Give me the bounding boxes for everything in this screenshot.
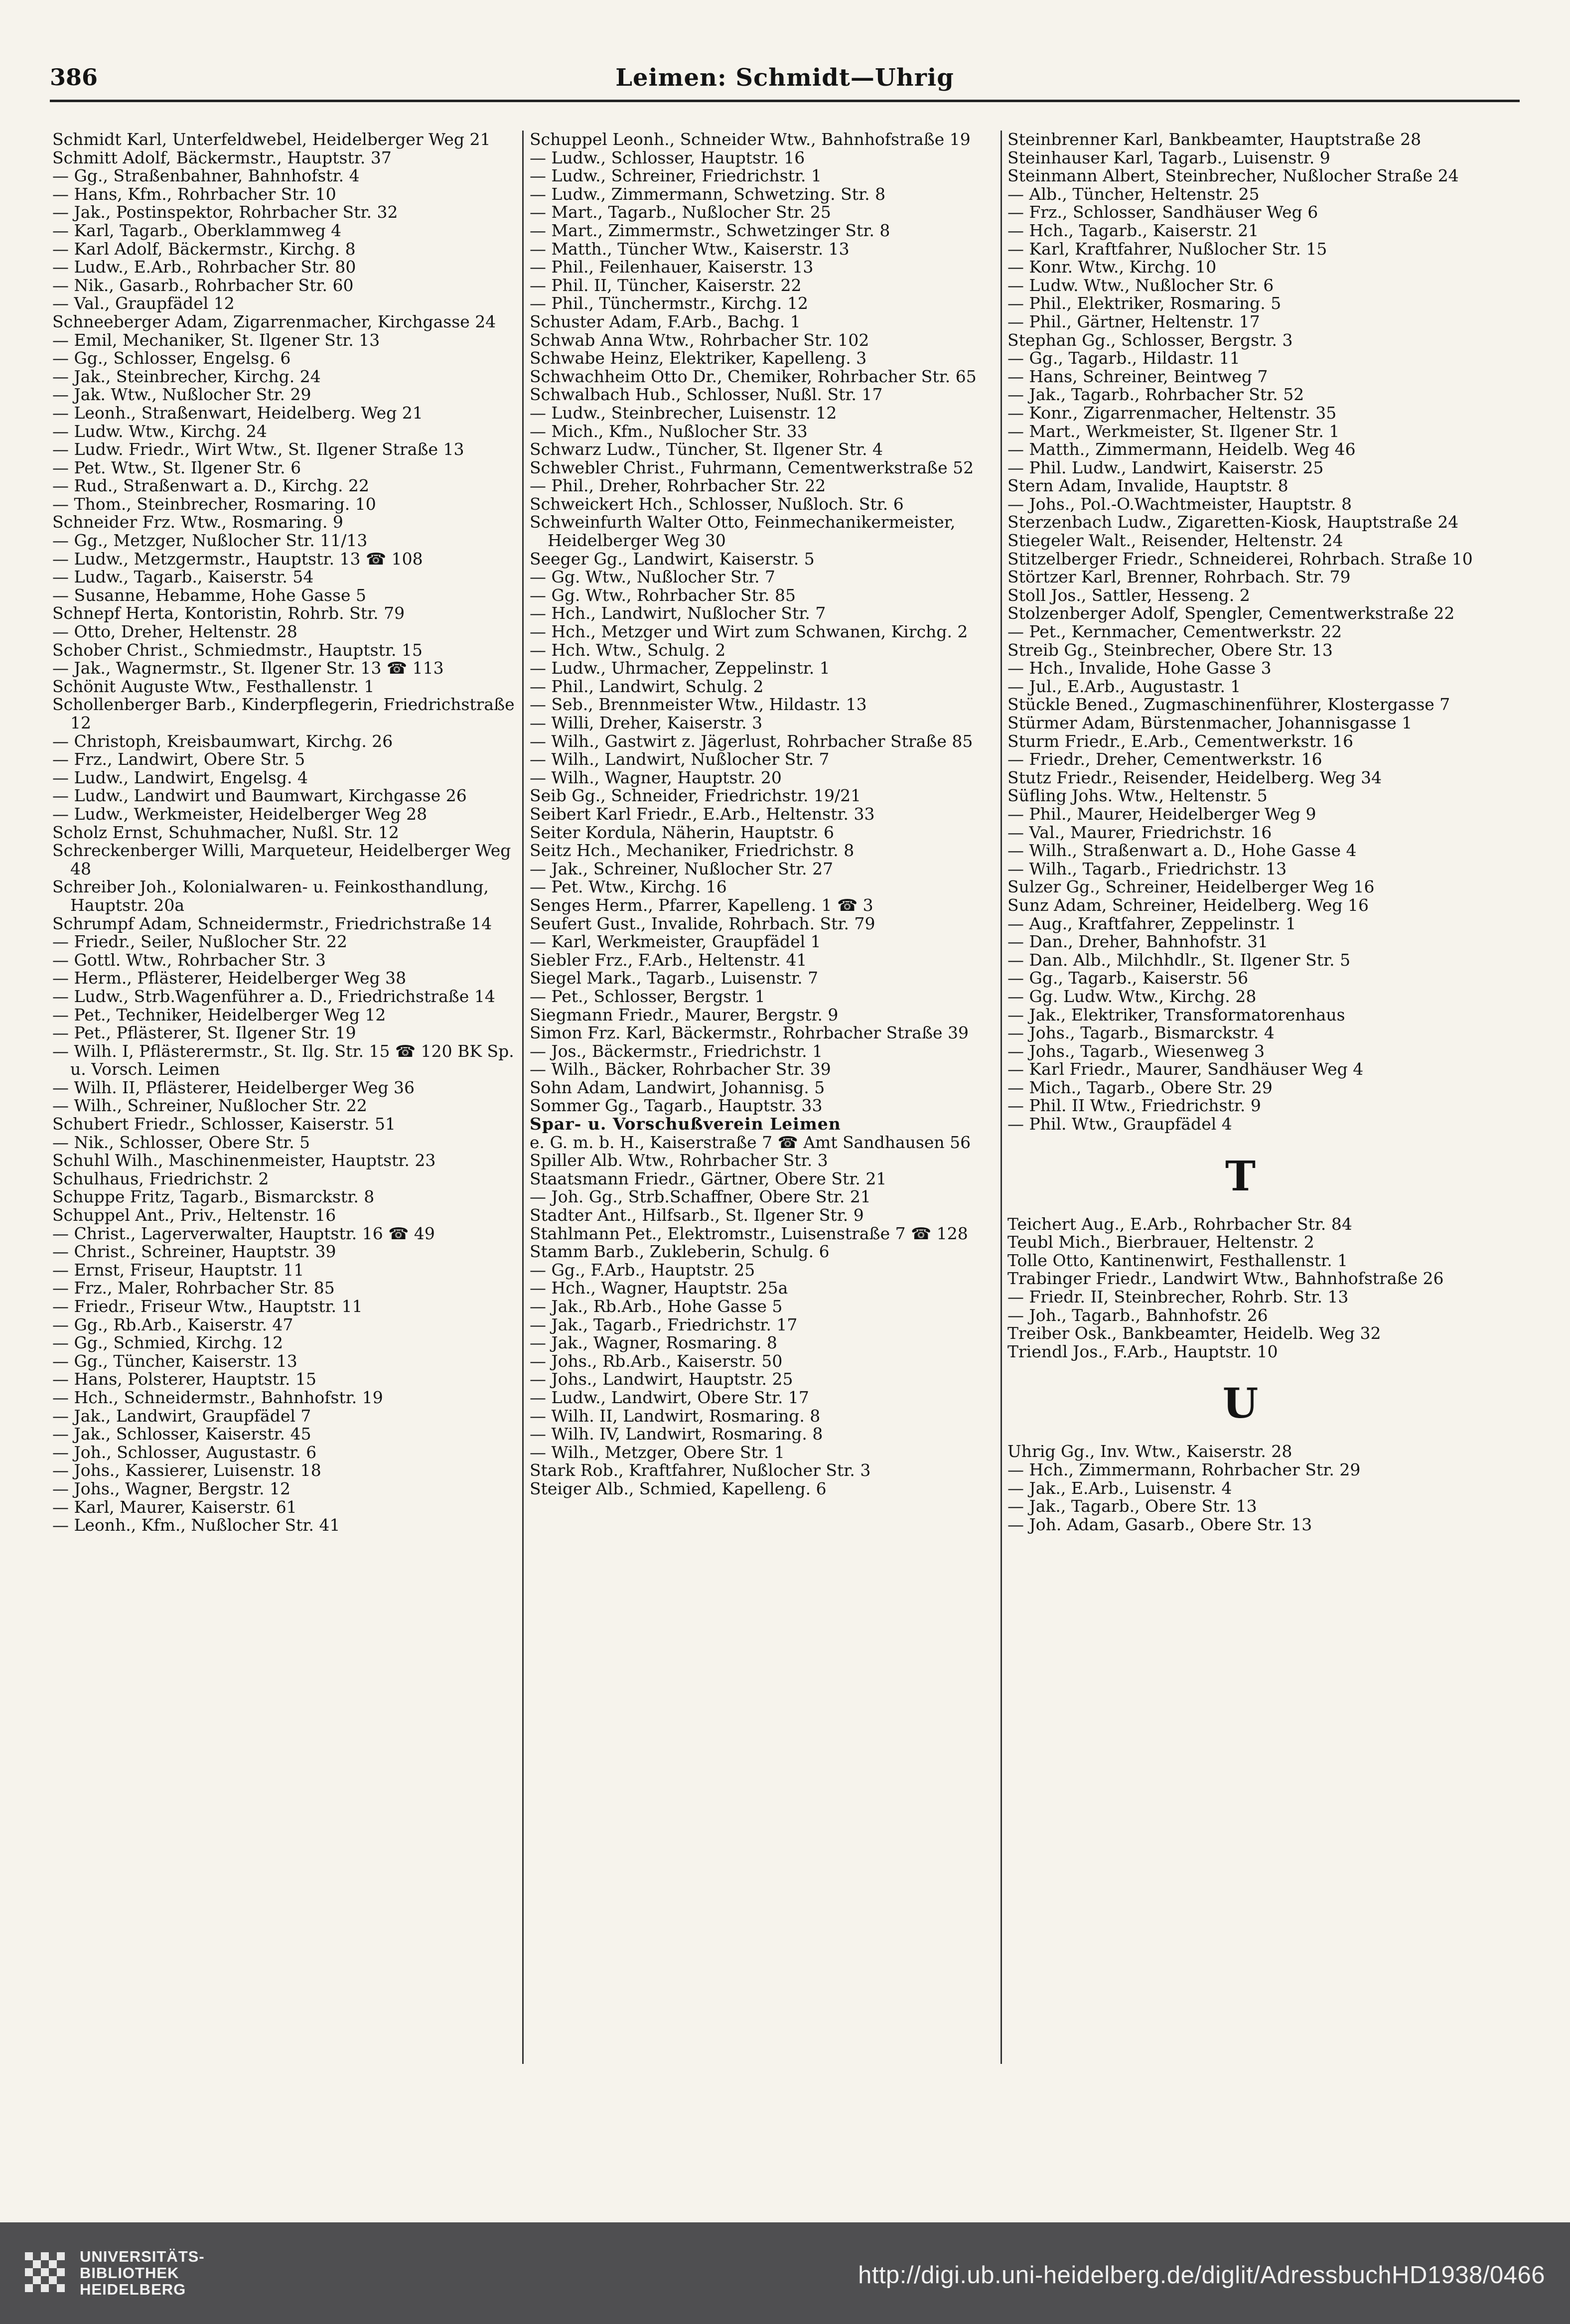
column-rule — [1000, 131, 1002, 2064]
directory-entry: Seeger Gg., Landwirt, Kaiserstr. 5 — [530, 549, 815, 569]
directory-entry: — Gg. Wtw., Rohrbacher Str. 85 — [530, 585, 796, 605]
entries-s — [1007, 131, 1473, 1134]
directory-entry: — Matth., Tüncher Wtw., Kaiserstr. 13 — [530, 239, 850, 259]
directory-entry: — Willi, Dreher, Kaiserstr. 3 — [530, 713, 763, 732]
directory-entry: — Gg. Wtw., Nußlocher Str. 7 — [530, 567, 776, 587]
directory-entry: Stadter Ant., Hilfsarb., St. Ilgener Str. 9 — [530, 1205, 864, 1225]
entries-u — [1007, 1443, 1473, 1534]
directory-entry: Stutz Friedr., Reisender, Heidelberg. Weg 34 — [1007, 767, 1382, 787]
directory-entry: — Jul., E.Arb., Augustastr. 1 — [1007, 676, 1241, 696]
page-number: 386 — [50, 64, 98, 91]
directory-entry: Schwebler Christ., Fuhrmann, Cementwerkstraße 52 — [530, 457, 974, 477]
directory-entry: — Ludw., Zimmermann, Schwetzing. Str. 8 — [530, 184, 886, 204]
directory-entry: Schreiber Joh., Kolonialwaren- u. Feinkosthandlung, Hauptstr. 20a — [52, 877, 489, 915]
directory-entry: Triendl Jos., F.Arb., Hauptstr. 10 — [1007, 1341, 1278, 1361]
directory-entry: Schönit Auguste Wtw., Festhallenstr. 1 — [52, 676, 375, 696]
directory-entry: Teubl Mich., Bierbrauer, Heltenstr. 2 — [1007, 1232, 1314, 1252]
directory-entry: Trabinger Friedr., Landwirt Wtw., Bahnhofstraße 26 — [1007, 1269, 1444, 1289]
directory-entry: Schneeberger Adam, Zigarrenmacher, Kirchgasse 24 — [52, 311, 496, 331]
directory-entry: — Phil. Wtw., Graupfädel 4 — [1007, 1114, 1232, 1134]
directory-entry: Schollenberger Barb., Kinderpflegerin, Friedrichstraße 12 — [52, 695, 515, 732]
directory-entry: — Leonh., Straßenwart, Heidelberg. Weg 21 — [52, 403, 423, 423]
directory-entry: — Wilh., Gastwirt z. Jägerlust, Rohrbacher Straße 85 — [530, 731, 973, 751]
directory-entry: Scholz Ernst, Schuhmacher, Nußl. Str. 12 — [52, 822, 399, 842]
directory-entry: — Johs., Tagarb., Wiesenweg 3 — [1007, 1041, 1265, 1061]
directory-entry: — Herm., Pflästerer, Heidelberger Weg 38 — [52, 968, 407, 988]
directory-entry: — Ludw., Tagarb., Kaiserstr. 54 — [52, 567, 314, 587]
directory-entry: Steiger Alb., Schmied, Kapelleng. 6 — [530, 1478, 827, 1498]
page-header — [50, 60, 1520, 102]
directory-entry: Sturm Friedr., E.Arb., Cementwerkstr. 16 — [1007, 731, 1353, 751]
directory-entry: Schuppe Fritz, Tagarb., Bismarckstr. 8 — [52, 1187, 375, 1207]
directory-entry: — Jak., Tagarb., Rohrbacher Str. 52 — [1007, 385, 1304, 405]
directory-entry: Steinhauser Karl, Tagarb., Luisenstr. 9 — [1007, 147, 1330, 167]
directory-entry: — Johs., Wagner, Bergstr. 12 — [52, 1478, 291, 1498]
directory-entry: — Hch., Schneidermstr., Bahnhofstr. 19 — [52, 1387, 383, 1407]
directory-entry: Stitzelberger Friedr., Schneiderei, Rohrbach. Straße 10 — [1007, 549, 1473, 569]
directory-entry: Stern Adam, Invalide, Hauptstr. 8 — [1007, 476, 1288, 496]
running-head: Leimen: Schmidt—Uhrig — [615, 64, 954, 92]
directory-entry: — Hch., Metzger und Wirt zum Schwanen, Kirchg. 2 — [530, 622, 968, 642]
directory-entry: — Hans, Polsterer, Hauptstr. 15 — [52, 1369, 316, 1389]
directory-entry: — Joh. Gg., Strb.Schaffner, Obere Str. 21 — [530, 1187, 871, 1207]
directory-entry: — Pet. Wtw., Kirchg. 16 — [530, 877, 727, 897]
directory-entry: Sulzer Gg., Schreiner, Heidelberger Weg 16 — [1007, 877, 1375, 897]
directory-entry: — Hans, Schreiner, Beintweg 7 — [1007, 366, 1268, 386]
directory-entry: — Joh., Tagarb., Bahnhofstr. 26 — [1007, 1305, 1268, 1325]
directory-entry: Uhrig Gg., Inv. Wtw., Kaiserstr. 28 — [1007, 1442, 1292, 1461]
directory-entry: Tolle Otto, Kantinenwirt, Festhallenstr. 1 — [1007, 1250, 1348, 1270]
directory-entry: Stephan Gg., Schlosser, Bergstr. 3 — [1007, 330, 1293, 350]
library-name-line: UNIVERSITÄTS- — [80, 2248, 205, 2265]
directory-entry: Schober Christ., Schmiedmstr., Hauptstr. 15 — [52, 640, 423, 660]
directory-entry: — Jak., Schlosser, Kaiserstr. 45 — [52, 1424, 311, 1444]
directory-entry: — Christoph, Kreisbaumwart, Kirchg. 26 — [52, 731, 393, 751]
directory-entry: — Jak., Elektriker, Transformatorenhaus — [1007, 1005, 1345, 1024]
directory-entry: — Johs., Rb.Arb., Kaiserstr. 50 — [530, 1351, 783, 1371]
directory-entry: Schuppel Leonh., Schneider Wtw., Bahnhofstraße 19 — [530, 131, 971, 149]
library-logo-icon — [20, 2247, 70, 2297]
directory-entry: Stolzenberger Adolf, Spengler, Cementwerkstraße 22 — [1007, 603, 1455, 623]
directory-entry: — Hch., Zimmermann, Rohrbacher Str. 29 — [1007, 1460, 1361, 1479]
directory-entry: — Wilh. I, Pflästerermstr., St. Ilg. Str. 15 ☎ 120 BK Sp. u. Vorsch. Leimen — [52, 1041, 514, 1079]
directory-entry: — Susanne, Hebamme, Hohe Gasse 5 — [52, 585, 367, 605]
section-letter-t: T — [1225, 1152, 1256, 1200]
directory-entry: — Hch., Landwirt, Nußlocher Str. 7 — [530, 603, 826, 623]
directory-entry: — Aug., Kraftfahrer, Zeppelinstr. 1 — [1007, 913, 1296, 933]
directory-entry: Schmitt Adolf, Bäckermstr., Hauptstr. 37 — [52, 147, 392, 167]
directory-entry: — Ludw., Uhrmacher, Zeppelinstr. 1 — [530, 658, 830, 678]
directory-entry: — Konr. Wtw., Kirchg. 10 — [1007, 257, 1217, 277]
directory-entry: Siegmann Friedr., Maurer, Bergstr. 9 — [530, 1005, 839, 1024]
directory-entry: — Ludw., Strb.Wagenführer a. D., Friedrichstraße 14 — [52, 986, 495, 1006]
directory-entry: Spar- u. Vorschußverein Leimen — [530, 1114, 841, 1134]
directory-entry: — Mart., Tagarb., Nußlocher Str. 25 — [530, 202, 831, 222]
directory-entry: — Rud., Straßenwart a. D., Kirchg. 22 — [52, 476, 369, 496]
directory-entry: Steinbrenner Karl, Bankbeamter, Hauptstraße 28 — [1007, 131, 1422, 149]
directory-entry: Seib Gg., Schneider, Friedrichstr. 19/21 — [530, 786, 861, 806]
directory-entry: Teichert Aug., E.Arb., Rohrbacher Str. 84 — [1007, 1214, 1352, 1234]
directory-entry: Schnepf Herta, Kontoristin, Rohrb. Str. 79 — [52, 603, 405, 623]
directory-entry: — Ludw. Friedr., Wirt Wtw., St. Ilgener Straße 13 — [52, 439, 464, 459]
directory-entry: Schuppel Ant., Priv., Heltenstr. 16 — [52, 1205, 336, 1225]
directory-entry: — Leonh., Kfm., Nußlocher Str. 41 — [52, 1515, 340, 1535]
directory-entry: — Ludw., Landwirt und Baumwart, Kirchgasse 26 — [52, 786, 467, 806]
directory-entry: — Wilh., Landwirt, Nußlocher Str. 7 — [530, 749, 830, 769]
directory-entry: — Matth., Zimmermann, Heidelb. Weg 46 — [1007, 439, 1356, 459]
directory-entry: Süfling Johs. Wtw., Heltenstr. 5 — [1007, 786, 1268, 806]
directory-column-2 — [530, 131, 996, 2074]
directory-entry: Simon Frz. Karl, Bäckermstr., Rohrbacher Straße 39 — [530, 1023, 969, 1043]
directory-entry: — Gg., Schlosser, Engelsg. 6 — [52, 348, 291, 368]
directory-entry: Seibert Karl Friedr., E.Arb., Heltenstr. 33 — [530, 804, 875, 824]
library-name — [80, 2248, 205, 2298]
directory-entry: Störtzer Karl, Brenner, Rohrbach. Str. 79 — [1007, 567, 1351, 587]
directory-entry: Sunz Adam, Schreiner, Heidelberg. Weg 16 — [1007, 895, 1369, 915]
column-rule — [522, 131, 524, 2064]
directory-entry: — Pet., Pflästerer, St. Ilgener Str. 19 — [52, 1023, 356, 1043]
directory-entry: — Jak., Wagnermstr., St. Ilgener Str. 13 ☎ 113 — [52, 658, 444, 678]
directory-entry: — Hch., Invalide, Hohe Gasse 3 — [1007, 658, 1272, 678]
directory-entry: — Joh., Schlosser, Augustastr. 6 — [52, 1442, 317, 1462]
directory-entry: — Hch., Tagarb., Kaiserstr. 21 — [1007, 220, 1259, 240]
directory-entry: — Phil., Landwirt, Schulg. 2 — [530, 676, 764, 696]
directory-entry: — Hans, Kfm., Rohrbacher Str. 10 — [52, 184, 336, 204]
directory-entry: — Gg., F.Arb., Hauptstr. 25 — [530, 1260, 755, 1280]
directory-entry: — Gg., Tagarb., Hildastr. 11 — [1007, 348, 1240, 368]
directory-entry: — Karl, Werkmeister, Graupfädel 1 — [530, 932, 821, 952]
directory-entry: — Emil, Mechaniker, St. Ilgener Str. 13 — [52, 330, 380, 350]
directory-entry: Schneider Frz. Wtw., Rosmaring. 9 — [52, 512, 343, 532]
directory-entry: — Mart., Werkmeister, St. Ilgener Str. 1 — [1007, 421, 1340, 441]
directory-entry: — Phil., Maurer, Heidelberger Weg 9 — [1007, 804, 1316, 824]
directory-entry: Sterzenbach Ludw., Zigaretten-Kiosk, Hauptstraße 24 — [1007, 512, 1459, 532]
directory-entry: — Phil., Gärtner, Heltenstr. 17 — [1007, 311, 1260, 331]
directory-entry: — Karl Friedr., Maurer, Sandhäuser Weg 4 — [1007, 1059, 1364, 1079]
directory-entry: — Wilh., Straßenwart a. D., Hohe Gasse 4 — [1007, 841, 1357, 861]
directory-entry: Siebler Frz., F.Arb., Heltenstr. 41 — [530, 950, 807, 970]
directory-entry: Sohn Adam, Landwirt, Johannisg. 5 — [530, 1077, 825, 1097]
directory-entry: — Hch., Wagner, Hauptstr. 25a — [530, 1278, 788, 1298]
directory-entry: Stoll Jos., Sattler, Hesseng. 2 — [1007, 585, 1250, 605]
directory-entry: Schwabe Heinz, Elektriker, Kapelleng. 3 — [530, 348, 867, 368]
directory-entry: — Karl, Kraftfahrer, Nußlocher Str. 15 — [1007, 239, 1327, 259]
directory-entry: — Nik., Schlosser, Obere Str. 5 — [52, 1132, 310, 1152]
directory-entry: Schuster Adam, F.Arb., Bachg. 1 — [530, 311, 801, 331]
directory-entry: — Jak., Wagner, Rosmaring. 8 — [530, 1333, 777, 1353]
directory-column-1 — [52, 131, 518, 2074]
directory-entry: — Karl Adolf, Bäckermstr., Kirchg. 8 — [52, 239, 356, 259]
directory-entry: — Ludw. Wtw., Kirchg. 24 — [52, 421, 267, 441]
directory-entry: — Pet., Techniker, Heidelberger Weg 12 — [52, 1005, 386, 1024]
directory-entry: Schwarz Ludw., Tüncher, St. Ilgener Str. 4 — [530, 439, 883, 459]
directory-entry: — Val., Graupfädel 12 — [52, 293, 235, 313]
directory-entry: — Pet., Schlosser, Bergstr. 1 — [530, 986, 765, 1006]
directory-entry: — Mart., Zimmermstr., Schwetzinger Str. 8 — [530, 220, 890, 240]
directory-entry: Siegel Mark., Tagarb., Luisenstr. 7 — [530, 968, 819, 988]
directory-entry: — Jak., Schreiner, Nußlocher Str. 27 — [530, 859, 834, 878]
directory-entry: Stürmer Adam, Bürstenmacher, Johannisgasse 1 — [1007, 713, 1413, 732]
directory-entry: — Jak., Landwirt, Graupfädel 7 — [52, 1406, 311, 1426]
directory-entry: — Friedr., Seiler, Nußlocher Str. 22 — [52, 932, 348, 952]
directory-entry: Streib Gg., Steinbrecher, Obere Str. 13 — [1007, 640, 1333, 660]
directory-entry: — Wilh. II, Landwirt, Rosmaring. 8 — [530, 1406, 821, 1426]
directory-entry: Spiller Alb. Wtw., Rohrbacher Str. 3 — [530, 1151, 828, 1170]
directory-entry: — Frz., Landwirt, Obere Str. 5 — [52, 749, 305, 769]
directory-entry: Schulhaus, Friedrichstr. 2 — [52, 1168, 269, 1188]
directory-entry: — Ernst, Friseur, Hauptstr. 11 — [52, 1260, 304, 1280]
directory-entry: — Jak., Rb.Arb., Hohe Gasse 5 — [530, 1297, 783, 1316]
directory-entry: — Phil. Ludw., Landwirt, Kaiserstr. 25 — [1007, 457, 1324, 477]
directory-entry: — Gg., Straßenbahner, Bahnhofstr. 4 — [52, 166, 360, 186]
directory-entry: Schreckenberger Willi, Marqueteur, Heidelberger Weg 48 — [52, 841, 511, 878]
directory-entry: — Jak. Wtw., Nußlocher Str. 29 — [52, 385, 311, 405]
directory-entry: — Jak., Postinspektor, Rohrbacher Str. 32 — [52, 202, 398, 222]
directory-entry: — Jak., Steinbrecher, Kirchg. 24 — [52, 366, 321, 386]
directory-entry: — Gg. Ludw. Wtw., Kirchg. 28 — [1007, 986, 1257, 1006]
directory-entry: — Mich., Kfm., Nußlocher Str. 33 — [530, 421, 808, 441]
directory-entry: Stahlmann Pet., Elektromstr., Luisenstraße 7 ☎ 128 — [530, 1223, 968, 1243]
directory-entry: — Wilh., Schreiner, Nußlocher Str. 22 — [52, 1096, 367, 1116]
directory-entry: — Johs., Tagarb., Bismarckstr. 4 — [1007, 1023, 1275, 1043]
directory-entry: — Gg., Metzger, Nußlocher Str. 11/13 — [52, 531, 368, 551]
library-name-line: BIBLIOTHEK — [80, 2264, 179, 2282]
directory-entry: — Karl, Tagarb., Oberklammweg 4 — [52, 220, 342, 240]
entries-t — [1007, 1215, 1473, 1361]
directory-entry: e. G. m. b. H., Kaiserstraße 7 ☎ Amt Sandhausen 56 — [530, 1132, 971, 1152]
directory-entry: — Gg., Tüncher, Kaiserstr. 13 — [52, 1351, 297, 1371]
directory-entry: — Alb., Tüncher, Heltenstr. 25 — [1007, 184, 1260, 204]
directory-entry: Stamm Barb., Zukleberin, Schulg. 6 — [530, 1242, 830, 1262]
directory-entry: — Dan., Dreher, Bahnhofstr. 31 — [1007, 932, 1269, 952]
directory-entry: — Frz., Schlosser, Sandhäuser Weg 6 — [1007, 202, 1318, 222]
directory-entry: — Phil., Feilenhauer, Kaiserstr. 13 — [530, 257, 814, 277]
directory-entry: — Karl, Maurer, Kaiserstr. 61 — [52, 1497, 297, 1517]
directory-entry: — Friedr., Friseur Wtw., Hauptstr. 11 — [52, 1297, 363, 1316]
directory-entry: Schwachheim Otto Dr., Chemiker, Rohrbacher Str. 65 — [530, 366, 977, 386]
directory-entry: — Friedr., Dreher, Cementwerkstr. 16 — [1007, 749, 1322, 769]
source-url-link[interactable]: http://digi.ub.uni-heidelberg.de/diglit/AdressbuchHD1938/0466 — [858, 2262, 1545, 2289]
directory-entry: — Jos., Bäckermstr., Friedrichstr. 1 — [530, 1041, 823, 1061]
directory-entry: — Jak., Tagarb., Friedrichstr. 17 — [530, 1314, 798, 1334]
directory-entry: — Otto, Dreher, Heltenstr. 28 — [52, 622, 297, 642]
directory-entry: Seiter Kordula, Näherin, Hauptstr. 6 — [530, 822, 835, 842]
directory-entry: — Joh. Adam, Gasarb., Obere Str. 13 — [1007, 1514, 1312, 1534]
directory-entry: Schwab Anna Wtw., Rohrbacher Str. 102 — [530, 330, 869, 350]
directory-entry: — Ludw., Werkmeister, Heidelberger Weg 28 — [52, 804, 428, 824]
directory-entry: Steinmann Albert, Steinbrecher, Nußlocher Straße 24 — [1007, 166, 1459, 186]
directory-entry: Senges Herm., Pfarrer, Kapelleng. 1 ☎ 3 — [530, 895, 873, 915]
directory-entry: — Ludw., Landwirt, Obere Str. 17 — [530, 1387, 809, 1407]
directory-entry: Stückle Bened., Zugmaschinenführer, Klostergasse 7 — [1007, 695, 1450, 715]
directory-entry: Schweinfurth Walter Otto, Feinmechanikermeister, Heidelberger Weg 30 — [530, 512, 956, 551]
directory-entry: — Nik., Gasarb., Rohrbacher Str. 60 — [52, 275, 354, 295]
directory-entry: — Gg., Schmied, Kirchg. 12 — [52, 1333, 284, 1353]
directory-entry: — Wilh., Tagarb., Friedrichstr. 13 — [1007, 859, 1287, 878]
directory-entry: — Johs., Landwirt, Hauptstr. 25 — [530, 1369, 793, 1389]
directory-entry: Sommer Gg., Tagarb., Hauptstr. 33 — [530, 1096, 823, 1116]
directory-entry: — Ludw., Metzgermstr., Hauptstr. 13 ☎ 108 — [52, 549, 423, 569]
directory-entry: — Wilh., Metzger, Obere Str. 1 — [530, 1442, 785, 1462]
directory-entry: Stark Rob., Kraftfahrer, Nußlocher Str. 3 — [530, 1460, 871, 1480]
directory-entry: — Jak., Tagarb., Obere Str. 13 — [1007, 1496, 1257, 1516]
directory-entry: — Gottl. Wtw., Rohrbacher Str. 3 — [52, 950, 326, 970]
directory-column-3 — [1007, 131, 1473, 2074]
directory-entry: — Gg., Rb.Arb., Kaiserstr. 47 — [52, 1314, 293, 1334]
directory-entry: Stiegeler Walt., Reisender, Heltenstr. 24 — [1007, 531, 1343, 551]
directory-entry: — Val., Maurer, Friedrichstr. 16 — [1007, 822, 1272, 842]
library-footer — [0, 2222, 1570, 2324]
directory-entry: — Thom., Steinbrecher, Rosmaring. 10 — [52, 494, 376, 514]
directory-entry: — Phil. II, Tüncher, Kaiserstr. 22 — [530, 275, 802, 295]
directory-entry: — Christ., Lagerverwalter, Hauptstr. 16 ☎ 49 — [52, 1223, 435, 1243]
directory-entry: Schuhl Wilh., Maschinenmeister, Hauptstr. 23 — [52, 1151, 436, 1170]
directory-entry: Schubert Friedr., Schlosser, Kaiserstr. 51 — [52, 1114, 396, 1134]
directory-entry: — Friedr. II, Steinbrecher, Rohrb. Str. 13 — [1007, 1287, 1349, 1307]
directory-entry: — Ludw., Schreiner, Friedrichstr. 1 — [530, 166, 822, 186]
directory-entry: — Konr., Zigarrenmacher, Heltenstr. 35 — [1007, 403, 1337, 423]
directory-entry: — Hch. Wtw., Schulg. 2 — [530, 640, 726, 660]
directory-entry: Schweickert Hch., Schlosser, Nußloch. Str. 6 — [530, 494, 904, 514]
directory-entry: — Phil., Tünchermstr., Kirchg. 12 — [530, 293, 809, 313]
section-letter-u: U — [1222, 1380, 1259, 1428]
directory-entry: — Mich., Tagarb., Obere Str. 29 — [1007, 1077, 1273, 1097]
directory-entry: — Wilh. II, Pflästerer, Heidelberger Weg 36 — [52, 1077, 415, 1097]
directory-entry: — Ludw. Wtw., Nußlocher Str. 6 — [1007, 275, 1274, 295]
directory-entry: — Johs., Pol.-O.Wachtmeister, Hauptstr. 8 — [1007, 494, 1352, 514]
directory-entry: — Ludw., E.Arb., Rohrbacher Str. 80 — [52, 257, 356, 277]
directory-entry: — Ludw., Steinbrecher, Luisenstr. 12 — [530, 403, 837, 423]
directory-entry: — Phil., Dreher, Rohrbacher Str. 22 — [530, 476, 826, 496]
directory-entry: — Ludw., Landwirt, Engelsg. 4 — [52, 767, 308, 787]
directory-entry: — Pet., Kernmacher, Cementwerkstr. 22 — [1007, 622, 1342, 642]
directory-entry: Schwalbach Hub., Schlosser, Nußl. Str. 17 — [530, 385, 883, 405]
directory-entry: Treiber Osk., Bankbeamter, Heidelb. Weg 32 — [1007, 1323, 1381, 1343]
directory-entry: Schmidt Karl, Unterfeldwebel, Heidelberger Weg 21 — [52, 131, 491, 149]
directory-entry: — Christ., Schreiner, Hauptstr. 39 — [52, 1242, 336, 1262]
directory-entry: — Wilh. IV, Landwirt, Rosmaring. 8 — [530, 1424, 823, 1444]
directory-entry: — Seb., Brennmeister Wtw., Hildastr. 13 — [530, 695, 867, 715]
directory-entry: — Phil. II Wtw., Friedrichstr. 9 — [1007, 1096, 1261, 1116]
directory-entry: Staatsmann Friedr., Gärtner, Obere Str. 21 — [530, 1168, 887, 1188]
directory-entry: — Jak., E.Arb., Luisenstr. 4 — [1007, 1478, 1232, 1498]
directory-entry: — Phil., Elektriker, Rosmaring. 5 — [1007, 293, 1282, 313]
directory-entry: — Ludw., Schlosser, Hauptstr. 16 — [530, 147, 805, 167]
directory-entry: — Dan. Alb., Milchhdlr., St. Ilgener Str. 5 — [1007, 950, 1351, 970]
library-name-line: HEIDELBERG — [80, 2281, 186, 2298]
directory-entry: Schrumpf Adam, Schneidermstr., Friedrichstraße 14 — [52, 913, 492, 933]
directory-entry: Seufert Gust., Invalide, Rohrbach. Str. 79 — [530, 913, 875, 933]
directory-entry: — Pet. Wtw., St. Ilgener Str. 6 — [52, 457, 301, 477]
directory-entry: — Frz., Maler, Rohrbacher Str. 85 — [52, 1278, 335, 1298]
directory-entry: — Johs., Kassierer, Luisenstr. 18 — [52, 1460, 321, 1480]
directory-entry: — Wilh., Wagner, Hauptstr. 20 — [530, 767, 782, 787]
directory-entry: — Wilh., Bäcker, Rohrbacher Str. 39 — [530, 1059, 831, 1079]
directory-entry: Seitz Hch., Mechaniker, Friedrichstr. 8 — [530, 841, 855, 861]
directory-entry: — Gg., Tagarb., Kaiserstr. 56 — [1007, 968, 1249, 988]
